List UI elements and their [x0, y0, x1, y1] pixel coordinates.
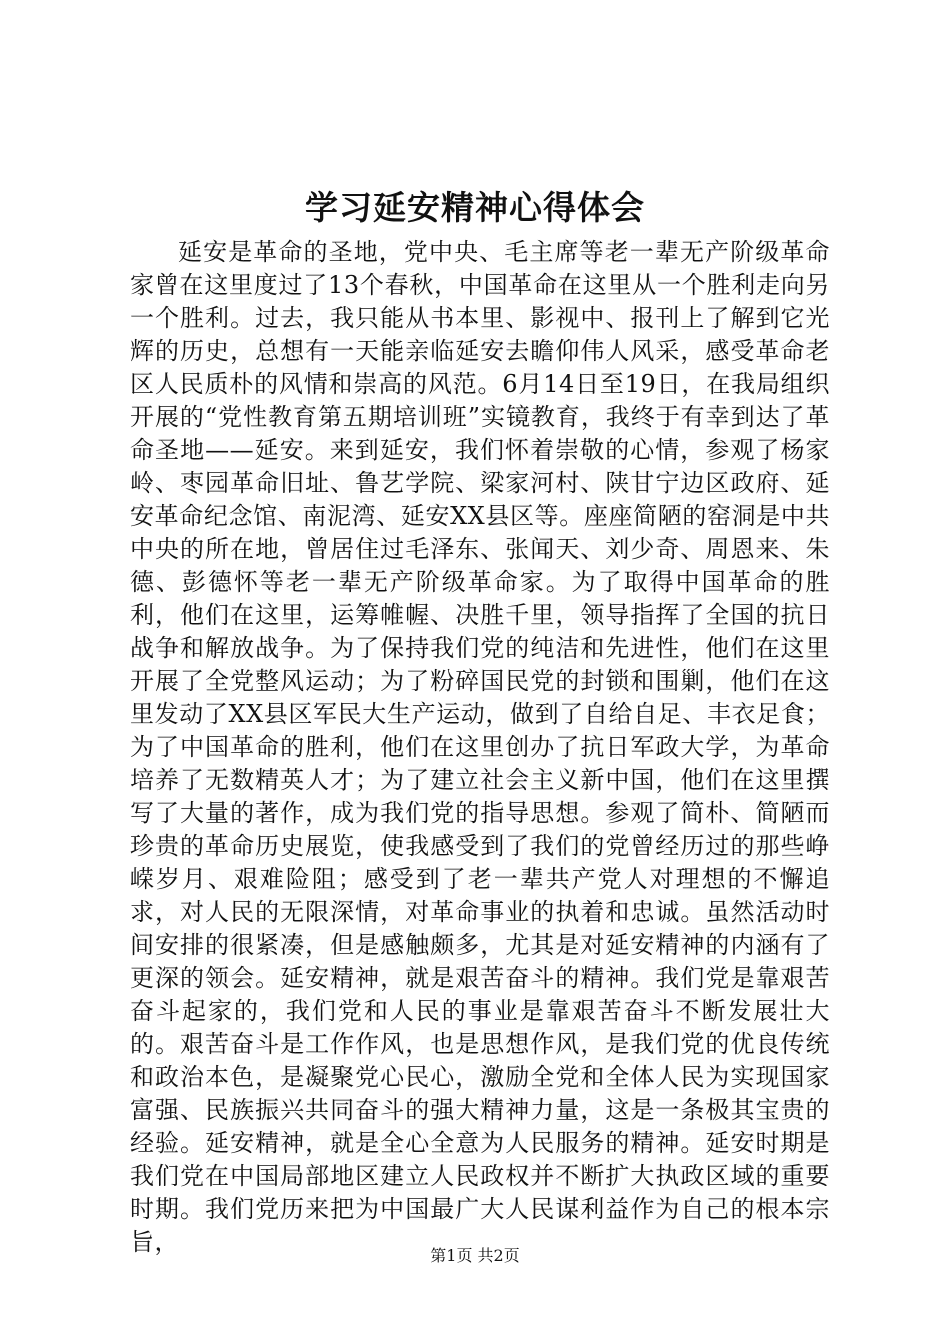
- page-footer: 第1页 共2页: [430, 1246, 520, 1265]
- body-paragraph: 延安是革命的圣地，党中央、毛主席等老一辈无产阶级革命家曾在这里度过了13个春秋，中国革命在这里从一个胜利走向另一个胜利。过去，我只能从书本里、影视中、报刊上了解到它光辉的历史，总想有一天能亲临延安去瞻仰伟人风采，感受革命老区人民质朴的风情和崇高的风范。6月14日至19日，在我局组织开展的“党性教育第五期培训班”实镜教育，我终于有幸到达了革命圣地——延安。来到延安，我们怀着崇敬的心情，参观了杨家岭、枣园革命旧址、鲁艺学院、梁家河村、陕甘宁边区政府、延安革命纪念馆、南泥湾、延安XX县区等。座座简陋的窑洞是中共中央的所在地，曾居住过毛泽东、张闻天、刘少奇、周恩来、朱德、彭德怀等老一辈无产阶级革命家。为了取得中国革命的胜利，他们在这里，运筹帷幄、决胜千里，领导指挥了全国的抗日战争和解放战争。为了保持我们党的纯洁和先进性，他们在这里开展了全党整风运动；为了粉碎国民党的封锁和围剿，他们在这里发动了XX县区军民大生产运动，做到了自给自足、丰衣足食；为了中国革命的胜利，他们在这里创办了抗日军政大学，为革命培养了无数精英人才；为了建立社会主义新中国，他们在这里撰写了大量的著作，成为我们党的指导思想。参观了简朴、简陋而珍贵的革命历史展览，使我感受到了我们的党曾经历过的那些峥嵘岁月、艰难险阻；感受到了老一辈共产党人对理想的不懈追求，对人民的无限深情，对革命事业的执着和忠诚。虽然活动时间安排的很紧凑，但是感触颇多，尤其是对延安精神的内涵有了更深的领会。延安精神，就是艰苦奋斗的精神。我们党是靠艰苦奋斗起家的，我们党和人民的事业是靠艰苦奋斗不断发展壮大的。艰苦奋斗是工作作风，也是思想作风，是我们党的优良传统和政治本色，是凝聚党心民心，激励全党和全体人民为实现国家富强、民族振兴共同奋斗的强大精神力量，这是一条极其宝贵的经验。延安精神，就是全心全意为人民服务的精神。延安时期是我们党在中国局部地区建立人民政权并不断扩大执政区域的重要时期。我们党历来把为中国最广大人民谋利益作为自己的根本宗旨，: [130, 238, 830, 1256]
- document-title: 学习延安精神心得体会: [305, 188, 645, 227]
